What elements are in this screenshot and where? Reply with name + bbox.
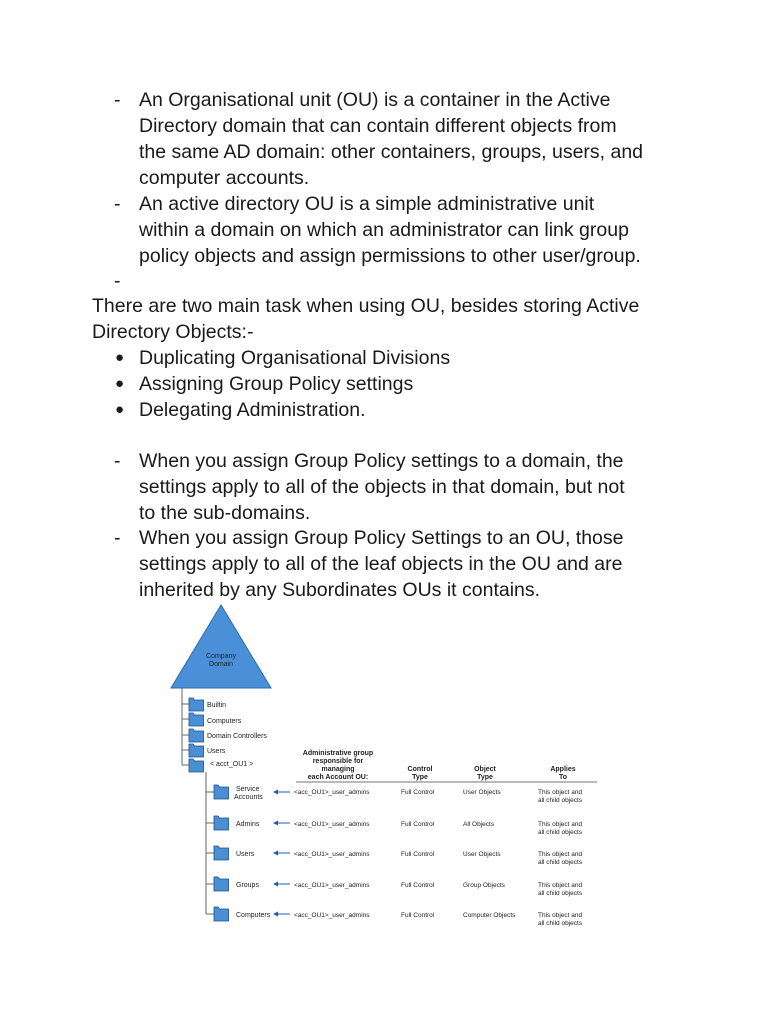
folder-label-domain-controllers: Domain Controllers	[207, 733, 267, 740]
bullet-item: Duplicating Organisational Divisions	[139, 347, 451, 369]
object-type-cell: Group Objects	[463, 882, 505, 889]
folder-label-acct-ou1: < acct_OU1 >	[210, 761, 254, 768]
folder-icon	[214, 785, 229, 799]
folder-icon	[189, 744, 204, 757]
table-row	[214, 877, 583, 897]
p1-line-3: the same AD domain: other containers, groups, users, and	[139, 141, 644, 163]
arrow-left-icon	[273, 821, 290, 826]
applies-to-cell: all child objects	[538, 890, 583, 897]
applies-to-cell: all child objects	[538, 797, 583, 804]
p2-line-1: An active directory OU is a simple administrative unit	[139, 193, 595, 215]
header-applies-to-2: To	[558, 774, 568, 781]
table-row	[214, 816, 583, 836]
bullet-item: Assigning Group Policy settings	[139, 373, 414, 395]
bullet-item: Delegating Administration.	[139, 399, 366, 421]
arrow-left-icon	[273, 912, 290, 917]
applies-to-cell: This object and	[538, 851, 583, 858]
control-type-cell: Full Control	[401, 821, 435, 828]
p4-line-2: settings apply to all of the leaf objects in the OU and are	[139, 553, 623, 575]
p1-line-4: computer accounts.	[139, 167, 310, 189]
p2-line-3: policy objects and assign permissions to other user/group.	[139, 245, 641, 267]
ou-label: Computers	[236, 912, 271, 919]
p2-line-2: within a domain on which an administrator can link group	[139, 219, 629, 241]
object-type-cell: All Objects	[463, 821, 495, 828]
p3-line-1: When you assign Group Policy settings to a domain, the	[139, 450, 624, 472]
folder-icon	[189, 759, 204, 772]
admin-group-cell: <acc_OU1>_user_admins	[294, 851, 370, 858]
admin-group-cell: <acc_OU1>_user_admins	[294, 912, 370, 919]
table-headers	[303, 750, 576, 781]
folder-label-computers: Computers	[207, 718, 242, 725]
p3-line-2: settings apply to all of the objects in that domain, but not	[139, 476, 625, 498]
object-type-cell: Computer Objects	[463, 912, 516, 919]
admin-group-cell: <acc_OU1>_user_admins	[294, 821, 370, 828]
object-type-cell: User Objects	[463, 851, 501, 858]
domain-label-line-1: Company	[206, 653, 236, 660]
dash-marker: -	[114, 450, 121, 472]
folder-icon	[214, 907, 229, 921]
folder-label-builtin: Builtin	[207, 702, 227, 709]
folder-label-users: Users	[207, 748, 226, 755]
control-type-cell: Full Control	[401, 912, 435, 919]
header-admin-group-1: Administrative group	[302, 750, 374, 757]
ou-label: Service	[236, 786, 260, 793]
header-object-type-2: Type	[477, 774, 493, 781]
admin-group-cell: <acc_OU1>_user_admins	[294, 789, 370, 796]
header-admin-group-4: each Account OU:	[307, 774, 369, 781]
header-admin-group-3: managing	[321, 766, 355, 773]
dash-marker: -	[114, 89, 121, 111]
folder-icon	[214, 846, 229, 860]
control-type-cell: Full Control	[401, 851, 435, 858]
applies-to-cell: all child objects	[538, 920, 583, 927]
table-row	[214, 846, 583, 866]
admin-group-cell: <acc_OU1>_user_admins	[294, 882, 370, 889]
dash-marker: -	[114, 270, 121, 292]
applies-to-cell: This object and	[538, 912, 583, 919]
ou-label: Admins	[236, 821, 260, 828]
control-type-cell: Full Control	[401, 882, 435, 889]
header-object-type-1: Object	[474, 766, 496, 773]
applies-to-cell: all child objects	[538, 859, 583, 866]
header-applies-to-1: Applies	[550, 766, 576, 773]
bullet-marker: ●	[115, 349, 125, 366]
arrow-left-icon	[273, 882, 290, 887]
domain-label-line-2: Domain	[208, 661, 234, 668]
intro-line-1: There are two main task when using OU, besides storing Active	[92, 295, 640, 317]
folder-icon	[189, 713, 204, 726]
table-row	[214, 785, 583, 804]
bullet-marker: ●	[115, 375, 125, 392]
dash-marker: -	[114, 527, 121, 549]
table-row	[214, 907, 583, 927]
header-control-type-2: Type	[412, 774, 428, 781]
applies-to-cell: This object and	[538, 821, 583, 828]
intro-line-2: Directory Objects:-	[92, 321, 254, 343]
p1-line-2: Directory domain that can contain different objects from	[139, 115, 617, 137]
ou-label: Users	[236, 851, 255, 858]
p3-line-3: to the sub-domains.	[139, 502, 311, 524]
applies-to-cell: This object and	[538, 882, 583, 889]
ou-label: Accounts	[234, 794, 263, 801]
applies-to-cell: This object and	[538, 789, 583, 796]
p1-line-1: An Organisational unit (OU) is a container in the Active	[139, 89, 611, 111]
folder-icon	[214, 816, 229, 830]
dash-marker: -	[114, 193, 121, 215]
folder-icon	[189, 698, 204, 711]
header-admin-group-2: responsible for	[312, 758, 364, 765]
arrow-left-icon	[273, 851, 290, 856]
control-type-cell: Full Control	[401, 789, 435, 796]
folder-icon	[214, 877, 229, 891]
p4-line-1: When you assign Group Policy Settings to an OU, those	[139, 527, 624, 549]
ou-label: Groups	[236, 882, 259, 889]
p4-line-3: inherited by any Subordinates OUs it contains.	[139, 579, 541, 601]
arrow-left-icon	[273, 790, 290, 795]
object-type-cell: User Objects	[463, 789, 501, 796]
applies-to-cell: all child objects	[538, 829, 583, 836]
header-control-type-1: Control	[407, 766, 433, 773]
folder-icon	[189, 729, 204, 742]
company-domain-triangle	[171, 605, 271, 688]
bullet-marker: ●	[115, 401, 125, 418]
